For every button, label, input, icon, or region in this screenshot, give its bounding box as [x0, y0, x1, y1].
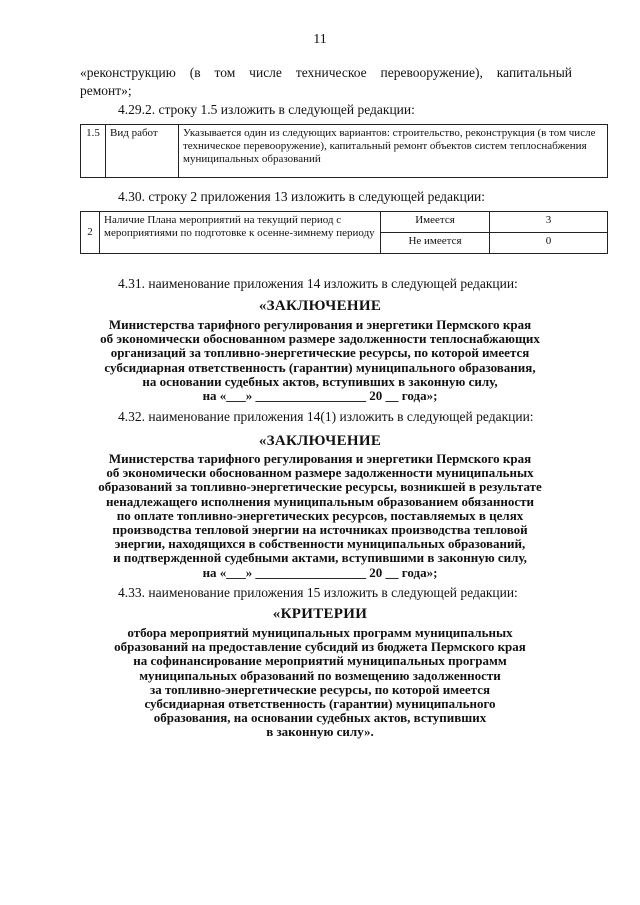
block-line: субсидиарная ответственность (гарантии) муниципального [144, 696, 496, 712]
table-row [81, 125, 608, 178]
heading-criteria: «КРИТЕРИИ [272, 606, 368, 622]
continuation-line-1: «реконструкцию (в том числе техническое перевооружение), капитальный [80, 65, 572, 80]
table2-desc: Наличие Плана мероприятий на текущий период с мероприятиями по подготовке к осенне-зимнему периоду [100, 212, 381, 254]
block-line: об экономически обоснованном размере задолженности муниципальных [106, 465, 534, 481]
block-line: образования, на основании судебных актов, вступивших [153, 710, 487, 726]
page-number: 11 [313, 32, 327, 47]
heading-conclusion-2: «ЗАКЛЮЧЕНИЕ [258, 433, 382, 449]
table2-num: 2 [81, 212, 100, 254]
block-line: на «___» _________________ 20 __ года»; [202, 564, 438, 580]
block-line: ненадлежащего исполнения муниципальным образованием обязанности [105, 493, 535, 509]
item-4-29-2: 4.29.2. строку 1.5 изложить в следующей редакции: [118, 102, 415, 117]
block-line: образований на предоставление субсидий из бюджета Пермского края [114, 639, 526, 655]
table2-row1-label: Имеется [381, 212, 490, 233]
table2-row1-value: 3 [490, 212, 608, 233]
block-line: в законную силу». [266, 724, 374, 740]
block-line: образований за топливно-энергетические ресурсы, возникшей в результате [98, 479, 542, 495]
item-4-32: 4.32. наименование приложения 14(1) изложить в следующей редакции: [118, 409, 534, 424]
table-plan [80, 211, 608, 254]
table1-num: 1.5 [81, 125, 106, 178]
table2-row2-value: 0 [490, 233, 608, 254]
block-line: Министерства тарифного регулирования и энергетики Пермского края [108, 451, 532, 466]
conclusion-2-block [70, 452, 570, 580]
block-line: на «___» _________________ 20 __ года»; [202, 388, 438, 404]
block-line: на софинансирование мероприятий муниципальных программ [133, 653, 507, 669]
block-line: субсидиарная ответственность (гарантии) муниципального образования, [104, 359, 536, 375]
block-line: отбора мероприятий муниципальных программ муниципальных [127, 625, 513, 640]
item-4-30: 4.30. строку 2 приложения 13 изложить в следующей редакции: [118, 189, 486, 204]
item-4-33: 4.33. наименование приложения 15 изложить в следующей редакции: [118, 585, 518, 600]
criteria-block [70, 626, 570, 740]
block-line: энергии, находящихся в собственности муниципальных образований, [114, 536, 526, 552]
item-4-31: 4.31. наименование приложения 14 изложить в следующей редакции: [118, 276, 518, 291]
block-line: по оплате топливно-энергетических ресурсов, поставляемых в целях [116, 507, 524, 523]
table1-col2: Вид работ [106, 125, 179, 178]
table2-row2-label: Не имеется [381, 233, 490, 254]
conclusion-1-block [70, 318, 570, 403]
block-line: об экономически обоснованном размере задолженности теплоснабжающих [100, 331, 540, 347]
block-line: производства тепловой энергии на источниках производства тепловой [112, 522, 528, 538]
block-line: и подтвержденной судебными актами, вступившими в законную силу, [113, 550, 527, 566]
block-line: организаций за топливно-энергетические ресурсы, по которой имеется [110, 345, 530, 361]
table1-col3: Указывается один из следующих вариантов: строительство, реконструкция (в том числе техническое перевооружение), капитальный ремонт объектов систем теплоснабжения муниципальных образований [179, 125, 608, 178]
continuation-line-2: ремонт»; [80, 83, 132, 98]
block-line: муниципальных образований по возмещению задолженности [139, 667, 501, 683]
table-work-type [80, 124, 608, 178]
table-row [81, 212, 608, 233]
block-line: на основании судебных актов, вступивших в законную силу, [142, 373, 498, 389]
block-line: Министерства тарифного регулирования и энергетики Пермского края [108, 317, 532, 332]
block-line: за топливно-энергетические ресурсы, по которой имеется [149, 681, 491, 697]
heading-conclusion-1: «ЗАКЛЮЧЕНИЕ [258, 298, 382, 314]
